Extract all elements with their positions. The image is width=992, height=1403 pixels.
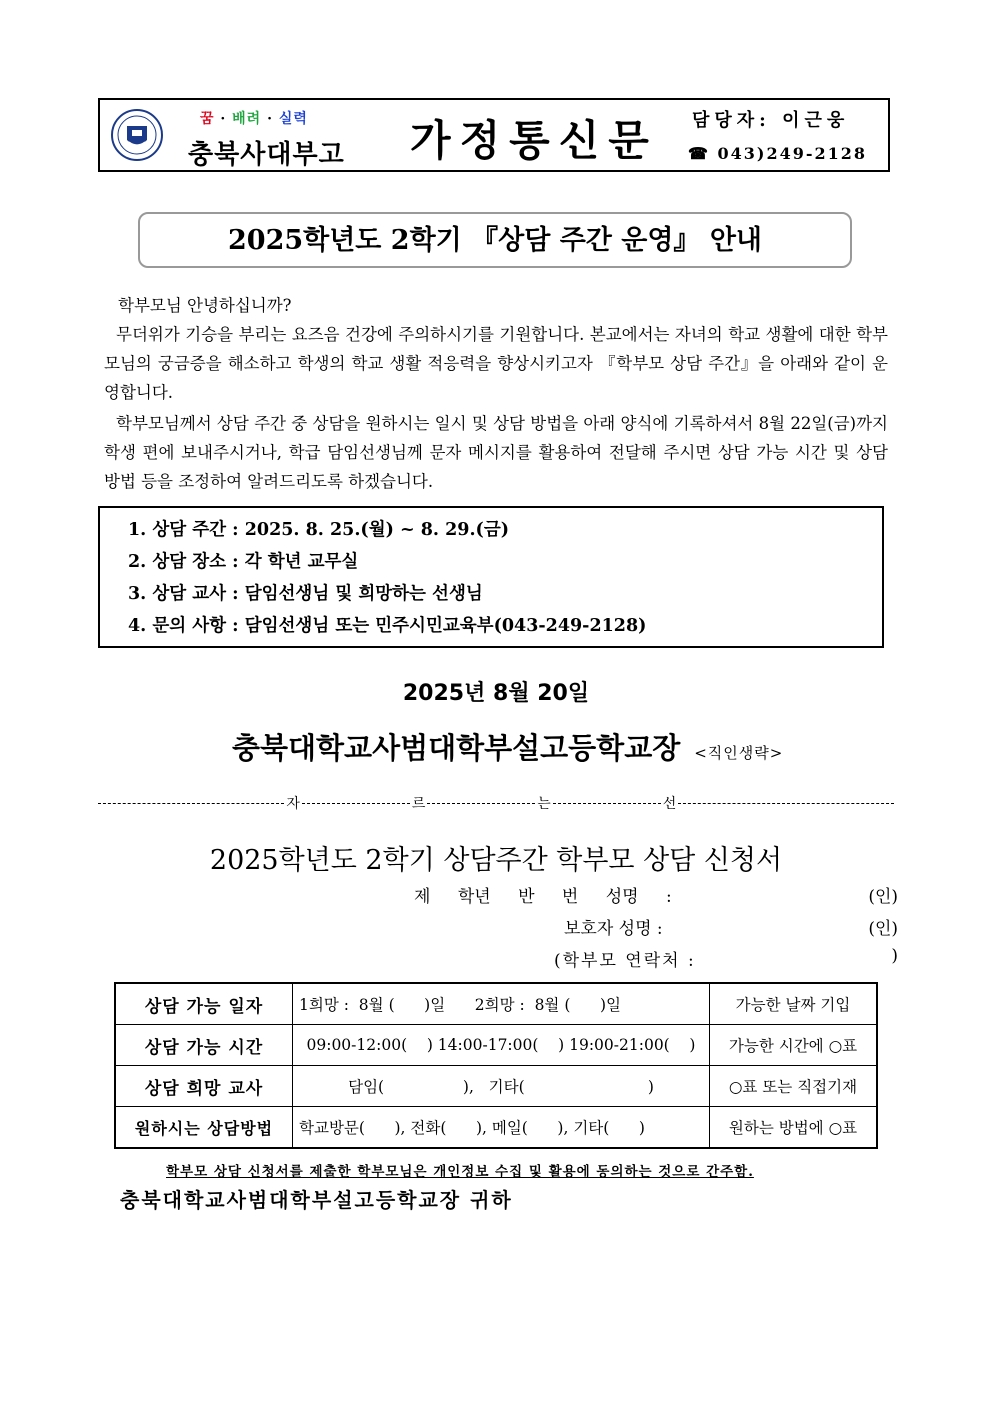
row-note: 원하는 방법에 ○표 xyxy=(710,1107,878,1149)
seal-omitted-note: <직인생략> xyxy=(694,744,784,762)
recipient-line: 충북대학교사범대학부설고등학교장 귀하 xyxy=(120,1188,513,1212)
table-row xyxy=(115,1107,877,1149)
info-location: 2. 상담 장소 : 각 학년 교무실 xyxy=(128,552,359,572)
info-period: 1. 상담 주간 : 2025. 8. 25.(월) ~ 8. 29.(금) xyxy=(128,520,510,540)
contact-label: (학부모 연락처 : xyxy=(554,951,696,971)
phone-number: ☎ 043)249-2128 xyxy=(688,144,868,163)
info-contact: 4. 문의 사항 : 담임선생님 또는 민주시민교육부(043-249-2128) xyxy=(128,616,647,636)
paragraph-intro: 무더위가 기승을 부리는 요즈음 건강에 주의하시기를 기원합니다. 본교에서는 자녀의 학교 생활에 대한 학부모님의 궁금증을 해소하고 학생의 학교 생활 적응력을 향상시키고자 『학부모 상담 주간』을 아래와 같이 운영합니다. xyxy=(104,325,888,402)
cut-char-4: 선 xyxy=(662,796,677,812)
student-info-label: 제 학년 반 번 성명 : xyxy=(414,887,672,907)
school-motto: 꿈 · 배려 · 실력 xyxy=(200,111,308,127)
row-note: 가능한 시간에 ○표 xyxy=(710,1025,878,1066)
document-title: 가정통신문 xyxy=(410,116,658,165)
row-head: 상담 희망 교사 xyxy=(115,1066,293,1107)
time-preference-field[interactable]: 09:00-12:00( ) 14:00-17:00( ) 19:00-21:00( ) xyxy=(293,1025,710,1066)
guardian-seal: (인) xyxy=(868,919,898,939)
notice-title: 2025학년도 2학기 『상담 주간 운영』 안내 xyxy=(138,212,852,268)
table-row xyxy=(115,1025,877,1066)
student-seal: (인) xyxy=(868,887,898,907)
principal-signature xyxy=(232,726,783,767)
contact-close: ) xyxy=(891,946,898,966)
contact-info-line xyxy=(414,946,898,971)
cut-line xyxy=(96,793,896,813)
guardian-info-line xyxy=(414,914,898,939)
school-name: 충북사대부고 xyxy=(188,140,345,170)
student-info-line xyxy=(414,882,898,907)
date-preference-field[interactable]: 1희망 : 8월 ( )일 2희망 : 8월 ( )일 xyxy=(293,983,710,1025)
principal-title: 충북대학교사범대학부설고등학교장 xyxy=(232,731,681,765)
school-emblem-icon xyxy=(110,108,164,162)
method-preference-field[interactable]: 학교방문( ), 전화( ), 메일( ), 기타( ) xyxy=(293,1107,710,1149)
cut-char-1: 자 xyxy=(286,796,300,812)
cut-char-3: 는 xyxy=(537,796,551,812)
row-head: 원하시는 상담방법 xyxy=(115,1107,293,1149)
guardian-label: 보호자 성명 : xyxy=(564,919,663,939)
row-note: 가능한 날짜 기입 xyxy=(710,983,878,1025)
paragraph-request: 학부모님께서 상담 주간 중 상담을 원하시는 일시 및 상담 방법을 아래 양식에 기록하셔서 8월 22일(금)까지 학생 편에 보내주시거나, 학급 담임선생님께 문자 메시지를 활용하여 전달해 주시면 상담 가능 시간 및 상담 방법 등을 조정하여 알려드리도록 하겠습니다. xyxy=(104,414,888,491)
table-row xyxy=(115,1066,877,1107)
letterhead xyxy=(98,98,890,172)
row-head: 상담 가능 시간 xyxy=(115,1025,293,1066)
application-table xyxy=(114,982,878,1149)
info-teacher: 3. 상담 교사 : 담임선생님 및 희망하는 선생님 xyxy=(128,584,483,604)
table-row xyxy=(115,983,877,1025)
cut-char-2: 르 xyxy=(411,796,426,812)
row-note: ○표 또는 직접기재 xyxy=(710,1066,878,1107)
form-title: 2025학년도 2학기 상담주간 학부모 상담 신청서 xyxy=(209,845,783,876)
issue-date: 2025년 8월 20일 xyxy=(402,681,590,706)
teacher-preference-field[interactable]: 담임( ), 기타( ) xyxy=(293,1066,710,1107)
privacy-consent-note: 학부모 상담 신청서를 제출한 학부모님은 개인정보 수집 및 활용에 동의하는 것으로 간주함. xyxy=(166,1164,754,1180)
greeting: 학부모님 안녕하십니까? xyxy=(118,296,292,315)
consultation-info-box xyxy=(98,506,884,648)
manager-name: 담당자: 이근웅 xyxy=(692,110,850,131)
row-head: 상담 가능 일자 xyxy=(115,983,293,1025)
